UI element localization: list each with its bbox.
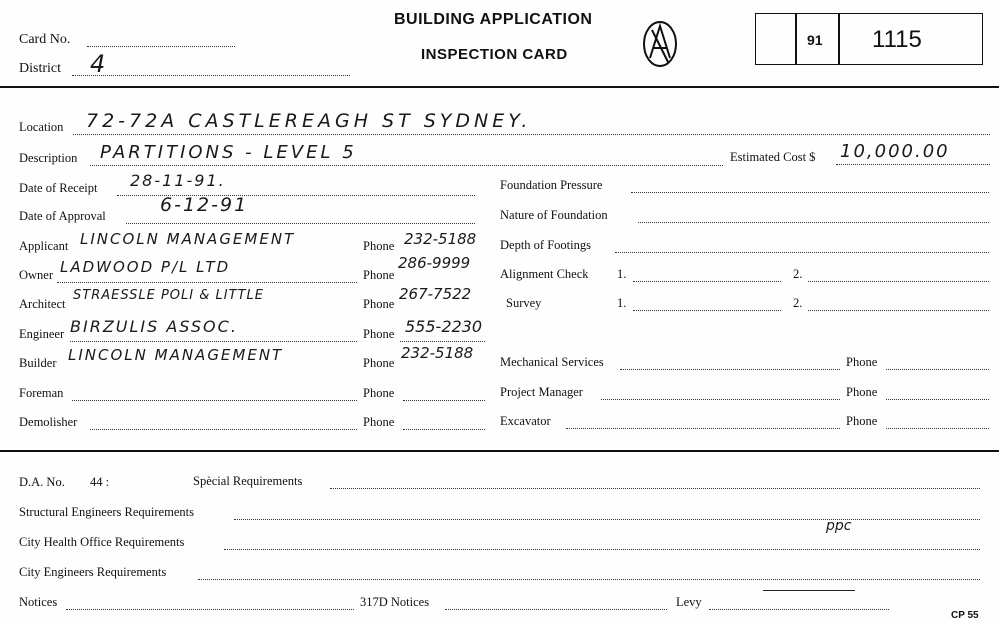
da-value: 44 : [90,475,110,489]
title-line1: BUILDING APPLICATION [394,11,593,28]
requirements-divider [0,450,999,452]
applicant-phone-value[interactable]: 232-5188 [404,230,477,248]
owner-label: Owner [19,268,54,282]
builder-value[interactable]: LINCOLN MANAGEMENT [68,346,284,364]
architect-phone-value[interactable]: 267-7522 [399,285,472,303]
mechanical-phone-label: Phone [846,355,878,369]
notices-label: Notices [19,595,58,609]
description-label: Description [19,151,78,165]
inspection-card: Card No. District 4 BUILDING APPLICATION INSPECTION CARD 91 1115 Location 72-72A CASTLEREAGH ST SYDNEY. Description PARTITIONS - LEVEL 5 Estimated Cost $ 10,000.00 Date of Receipt 28-11-91. Foundation Pressure Date of Approval 6-12-91 Nature of Foundation Applicant LINCOLN MANAGEMENT Phone 232-5188 Depth of Footings Owner LADWOOD P/L LTD Phone 286-9999 Alignment Check 1. 2. Architect STRAESSLE POLI & LITTLE Phone 267-7522 Survey 1. 2. Engineer BIRZULIS ASSOC. Phone 555-2230 Builder LINCOLN MANAGEMENT Phone 232-5188 Mechanical Services Phone Foreman Phone Project Manager Phone Demolisher Phone Excavator Phone D.A. No. 44 : Spècial Requirements Structural Engineers Requirements ppc City Health Office Requirements City Engineers Requirements Notices 317D Notices Levy CP 55 [0,0,999,623]
health-label: City Health Office Requirements [19,535,185,549]
city-engineers-label: City Engineers Requirements [19,565,167,579]
foreman-label: Foreman [19,386,64,400]
project-manager-label: Project Manager [500,385,583,399]
health-initials: ppc [826,518,852,534]
nature-foundation-label: Nature of Foundation [500,208,608,222]
header-divider [0,86,999,88]
district-label: District [19,61,61,76]
title-line2: INSPECTION CARD [421,46,568,63]
engineer-value[interactable]: BIRZULIS ASSOC. [70,317,238,336]
applicant-phone-label: Phone [363,239,395,253]
date-approval-value[interactable]: 6-12-91 [160,194,249,216]
levy-dash [763,590,855,591]
date-receipt-value[interactable]: 28-11-91. [130,171,226,190]
date-receipt-label: Date of Receipt [19,181,98,195]
demolisher-label: Demolisher [19,415,78,429]
owner-phone-label: Phone [363,268,395,282]
engineer-label: Engineer [19,327,65,341]
notices-317d-label: 317D Notices [360,595,430,609]
date-approval-label: Date of Approval [19,209,106,223]
engineer-phone-value[interactable]: 555-2230 [405,317,483,336]
card-number-box [755,13,983,65]
applicant-label: Applicant [19,239,69,253]
estimated-cost-value[interactable]: 10,000.00 [840,141,950,162]
card-no-label: Card No. [19,32,71,47]
architect-value[interactable]: STRAESSLE POLI & LITTLE [73,288,264,303]
architect-phone-label: Phone [363,297,395,311]
card-number-value: 1115 [872,26,922,53]
applicant-value[interactable]: LINCOLN MANAGEMENT [80,230,296,248]
district-line [72,75,350,76]
architect-label: Architect [19,297,66,311]
code-box-value: 91 [807,32,823,48]
builder-phone-label: Phone [363,356,395,370]
survey-label: Survey [506,296,542,310]
depth-footings-label: Depth of Footings [500,238,591,252]
alignment-check-label: Alignment Check [500,267,589,281]
da-label: D.A. No. [19,475,65,489]
description-value[interactable]: PARTITIONS - LEVEL 5 [100,142,357,163]
stamp-circle-icon [638,18,682,70]
card-no-line[interactable] [87,46,235,47]
location-value[interactable]: 72-72A CASTLEREAGH ST SYDNEY. [86,110,532,132]
special-requirements-label: Spècial Requirements [193,474,303,488]
excavator-label: Excavator [500,414,551,428]
district-value[interactable]: 4 [90,50,108,78]
levy-label: Levy [676,595,702,609]
estimated-cost-label: Estimated Cost $ [730,150,816,164]
owner-value[interactable]: LADWOOD P/L LTD [60,258,231,276]
mechanical-label: Mechanical Services [500,355,604,369]
location-label: Location [19,120,64,134]
form-code: CP 55 [951,610,979,621]
owner-phone-value[interactable]: 286-9999 [398,254,471,272]
builder-phone-value[interactable]: 232-5188 [401,344,474,362]
structural-label: Structural Engineers Requirements [19,505,194,519]
builder-label: Builder [19,356,57,370]
foundation-pressure-label: Foundation Pressure [500,178,603,192]
engineer-phone-label: Phone [363,327,395,341]
